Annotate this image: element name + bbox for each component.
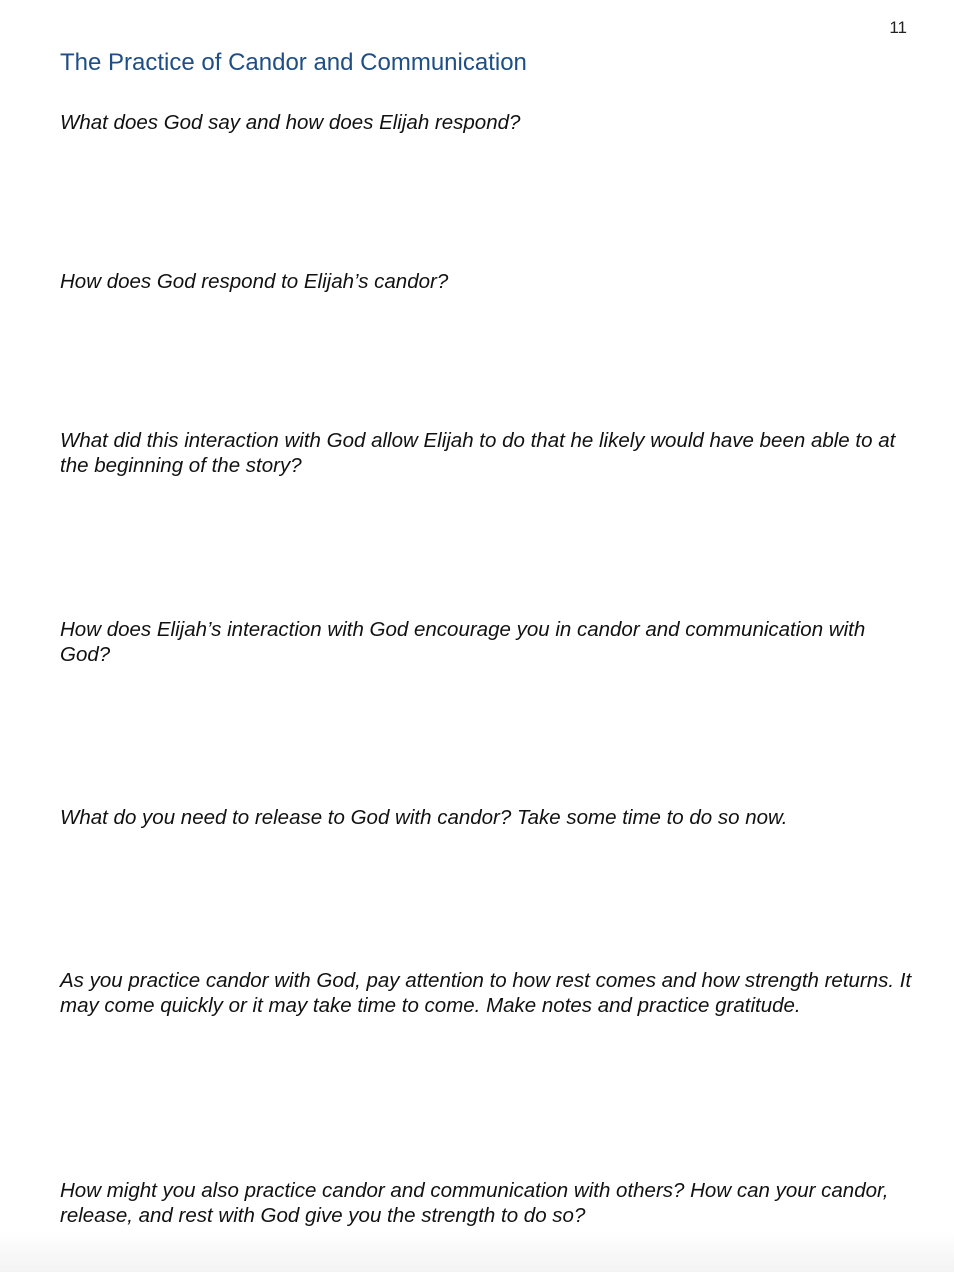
question-6: As you practice candor with God, pay attention to how rest comes and how strength returns. It may come quickly or it may take time to come. Make notes and practice gratitude. xyxy=(60,969,912,1017)
page-bottom-edge xyxy=(0,1232,954,1272)
page-number: 11 xyxy=(889,18,907,37)
question-7: How might you also practice candor and communication with others? How can your candor, release, and rest with God give you the strength to do so? xyxy=(60,1179,889,1227)
question-3: What did this interaction with God allow Elijah to do that he likely would have been able to at the beginning of the story? xyxy=(60,429,896,477)
question-4: How does Elijah’s interaction with God encourage you in candor and communication with God? xyxy=(60,618,866,666)
question-5: What do you need to release to God with candor? Take some time to do so now. xyxy=(60,806,788,829)
question-2: How does God respond to Elijah’s candor? xyxy=(60,270,449,293)
question-1: What does God say and how does Elijah respond? xyxy=(60,111,521,134)
page-title: The Practice of Candor and Communication xyxy=(60,49,527,76)
